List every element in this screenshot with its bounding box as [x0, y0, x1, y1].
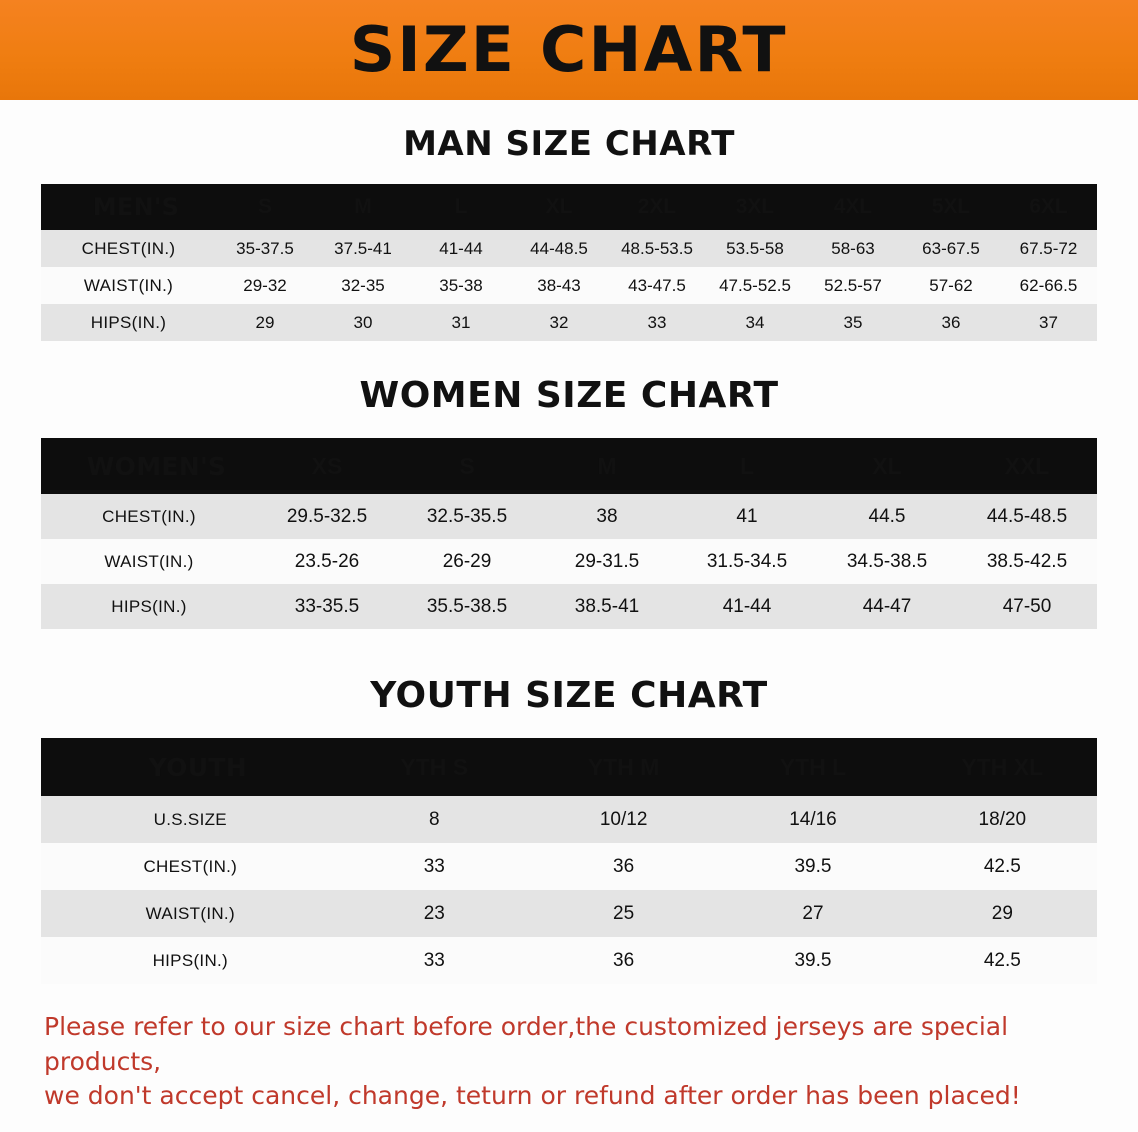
- youth-header-s: YTH S: [340, 738, 529, 796]
- men-row-label-waist: WAIST(IN.): [41, 267, 216, 304]
- men-waist-5xl: 57-62: [902, 267, 1000, 304]
- page-banner: [0, 0, 1138, 100]
- table-header-row: [41, 438, 1097, 494]
- table-row: [41, 539, 1097, 584]
- youth-hips-s: 33: [340, 937, 529, 984]
- youth-header-m: YTH M: [529, 738, 718, 796]
- women-hips-m: 38.5-41: [537, 584, 677, 629]
- men-hips-l: 31: [412, 304, 510, 341]
- women-header-l: L: [677, 438, 817, 494]
- men-header-4xl: 4XL: [804, 184, 902, 230]
- men-chest-m: 37.5-41: [314, 230, 412, 267]
- youth-ussize-l: 14/16: [718, 796, 907, 843]
- men-chest-s: 35-37.5: [216, 230, 314, 267]
- youth-row-label-ussize: U.S.SIZE: [41, 796, 340, 843]
- table-row: [41, 267, 1097, 304]
- men-chest-2xl: 48.5-53.5: [608, 230, 706, 267]
- men-row-label-hips: HIPS(IN.): [41, 304, 216, 341]
- men-waist-4xl: 52.5-57: [804, 267, 902, 304]
- youth-chest-m: 36: [529, 843, 718, 890]
- youth-ussize-s: 8: [340, 796, 529, 843]
- women-header-xl: XL: [817, 438, 957, 494]
- youth-waist-m: 25: [529, 890, 718, 937]
- women-header-m: M: [537, 438, 677, 494]
- youth-chest-xl: 42.5: [908, 843, 1097, 890]
- women-hips-xs: 33-35.5: [257, 584, 397, 629]
- table-row: [41, 304, 1097, 341]
- men-chest-xl: 44-48.5: [510, 230, 608, 267]
- man-size-table: [41, 184, 1097, 341]
- youth-hips-l: 39.5: [718, 937, 907, 984]
- women-chest-s: 32.5-35.5: [397, 494, 537, 539]
- policy-note: [44, 1010, 1098, 1114]
- women-hips-l: 41-44: [677, 584, 817, 629]
- women-size-table: [41, 438, 1097, 629]
- men-header-6xl: 6XL: [1000, 184, 1097, 230]
- men-hips-2xl: 33: [608, 304, 706, 341]
- women-header-xs: XS: [257, 438, 397, 494]
- man-section-title: MAN SIZE CHART: [403, 124, 735, 164]
- youth-ussize-m: 10/12: [529, 796, 718, 843]
- policy-note-line2: we don't accept cancel, change, teturn or refund after order has been placed!: [44, 1081, 1021, 1110]
- men-row-label-chest: CHEST(IN.): [41, 230, 216, 267]
- table-row: [41, 230, 1097, 267]
- women-waist-l: 31.5-34.5: [677, 539, 817, 584]
- table-row: [41, 890, 1097, 937]
- youth-row-label-waist: WAIST(IN.): [41, 890, 340, 937]
- women-row-label-hips: HIPS(IN.): [41, 584, 257, 629]
- women-chest-xl: 44.5: [817, 494, 957, 539]
- women-row-label-waist: WAIST(IN.): [41, 539, 257, 584]
- women-header-s: S: [397, 438, 537, 494]
- youth-header-label: YOUTH: [41, 738, 340, 796]
- women-row-label-chest: CHEST(IN.): [41, 494, 257, 539]
- youth-ussize-xl: 18/20: [908, 796, 1097, 843]
- men-hips-s: 29: [216, 304, 314, 341]
- men-hips-4xl: 35: [804, 304, 902, 341]
- men-hips-m: 30: [314, 304, 412, 341]
- men-chest-3xl: 53.5-58: [706, 230, 804, 267]
- women-waist-xxl: 38.5-42.5: [957, 539, 1097, 584]
- women-waist-s: 26-29: [397, 539, 537, 584]
- youth-header-xl: YTH XL: [908, 738, 1097, 796]
- table-row: [41, 843, 1097, 890]
- men-waist-l: 35-38: [412, 267, 510, 304]
- men-waist-6xl: 62-66.5: [1000, 267, 1097, 304]
- men-waist-s: 29-32: [216, 267, 314, 304]
- table-row: [41, 796, 1097, 843]
- women-chest-xxl: 44.5-48.5: [957, 494, 1097, 539]
- youth-hips-xl: 42.5: [908, 937, 1097, 984]
- women-hips-xxl: 47-50: [957, 584, 1097, 629]
- men-hips-3xl: 34: [706, 304, 804, 341]
- youth-waist-l: 27: [718, 890, 907, 937]
- men-chest-l: 41-44: [412, 230, 510, 267]
- youth-row-label-chest: CHEST(IN.): [41, 843, 340, 890]
- men-header-m: M: [314, 184, 412, 230]
- men-header-5xl: 5XL: [902, 184, 1000, 230]
- youth-waist-xl: 29: [908, 890, 1097, 937]
- men-waist-3xl: 47.5-52.5: [706, 267, 804, 304]
- page-title: SIZE CHART: [350, 13, 788, 86]
- youth-size-table: [41, 738, 1097, 984]
- men-header-xl: XL: [510, 184, 608, 230]
- men-hips-6xl: 37: [1000, 304, 1097, 341]
- men-header-label: MEN'S: [41, 184, 216, 230]
- men-chest-5xl: 63-67.5: [902, 230, 1000, 267]
- men-waist-m: 32-35: [314, 267, 412, 304]
- table-header-row: [41, 738, 1097, 796]
- women-waist-m: 29-31.5: [537, 539, 677, 584]
- women-waist-xs: 23.5-26: [257, 539, 397, 584]
- women-chest-xs: 29.5-32.5: [257, 494, 397, 539]
- youth-section-title: YOUTH SIZE CHART: [370, 675, 768, 716]
- youth-hips-m: 36: [529, 937, 718, 984]
- men-hips-5xl: 36: [902, 304, 1000, 341]
- youth-header-l: YTH L: [718, 738, 907, 796]
- men-waist-xl: 38-43: [510, 267, 608, 304]
- men-header-l: L: [412, 184, 510, 230]
- table-row: [41, 584, 1097, 629]
- men-header-2xl: 2XL: [608, 184, 706, 230]
- table-header-row: [41, 184, 1097, 230]
- women-waist-xl: 34.5-38.5: [817, 539, 957, 584]
- table-row: [41, 494, 1097, 539]
- men-header-s: S: [216, 184, 314, 230]
- youth-waist-s: 23: [340, 890, 529, 937]
- youth-row-label-hips: HIPS(IN.): [41, 937, 340, 984]
- men-hips-xl: 32: [510, 304, 608, 341]
- youth-chest-s: 33: [340, 843, 529, 890]
- women-hips-s: 35.5-38.5: [397, 584, 537, 629]
- women-chest-m: 38: [537, 494, 677, 539]
- youth-chest-l: 39.5: [718, 843, 907, 890]
- policy-note-line1: Please refer to our size chart before order,the customized jerseys are special products,: [44, 1012, 1009, 1076]
- men-chest-6xl: 67.5-72: [1000, 230, 1097, 267]
- women-header-xxl: XXL: [957, 438, 1097, 494]
- women-header-label: WOMEN'S: [41, 438, 257, 494]
- table-row: [41, 937, 1097, 984]
- women-chest-l: 41: [677, 494, 817, 539]
- men-chest-4xl: 58-63: [804, 230, 902, 267]
- men-waist-2xl: 43-47.5: [608, 267, 706, 304]
- women-section-title: WOMEN SIZE CHART: [359, 375, 779, 416]
- women-hips-xl: 44-47: [817, 584, 957, 629]
- men-header-3xl: 3XL: [706, 184, 804, 230]
